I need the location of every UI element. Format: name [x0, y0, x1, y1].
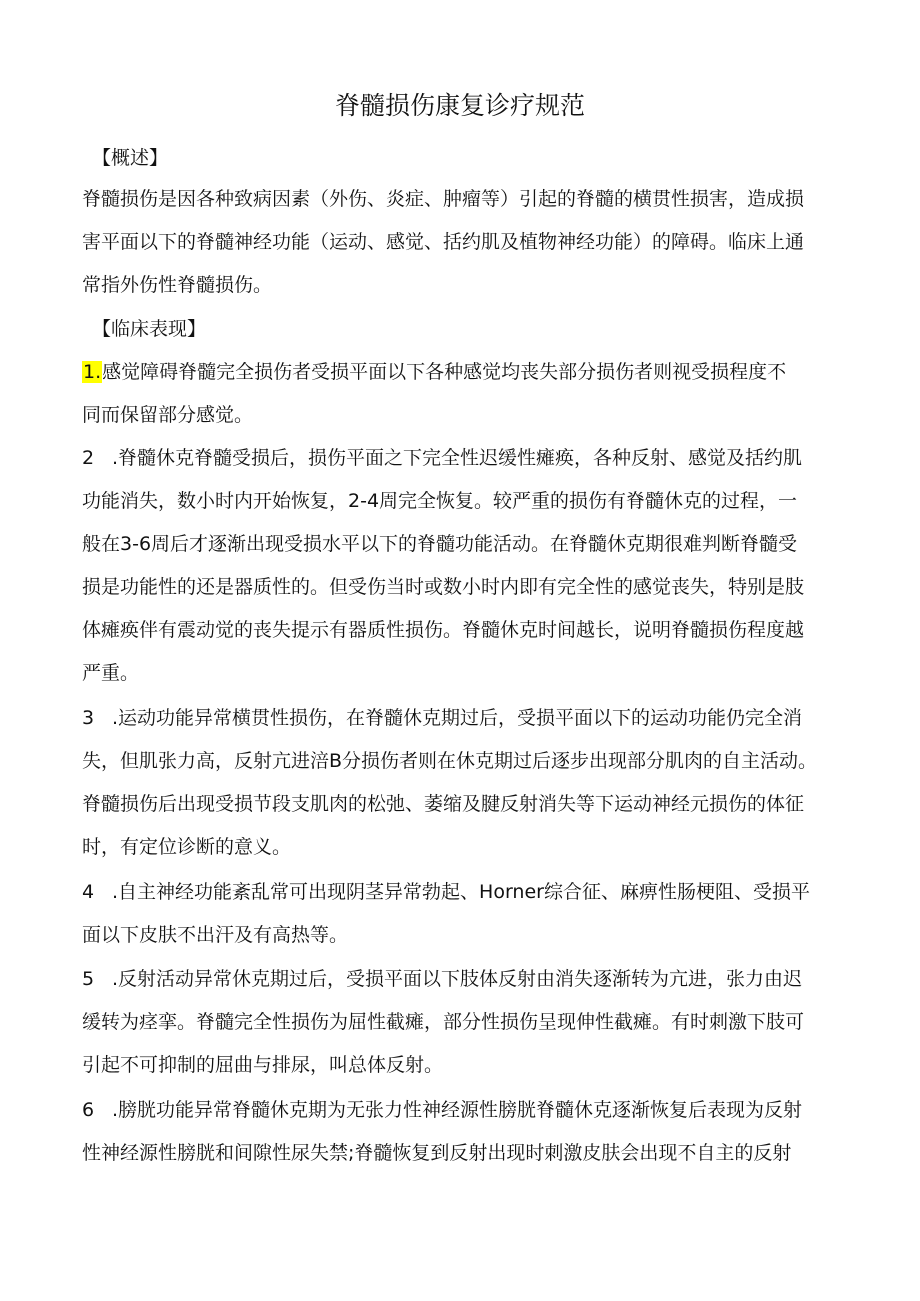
overview-line: 脊髓损伤是因各种致病因素（外伤、炎症、肿瘤等）引起的脊髓的横贯性损害，造成损 — [82, 188, 805, 210]
item-2-line: 般在3-6周后才逐渐出现受损水平以下的脊髓功能活动。在脊髓休克期很难判断脊髓受 — [82, 533, 798, 555]
item-3-number: 3 — [82, 707, 95, 729]
section-heading-overview: 【概述】 — [92, 147, 169, 169]
document-title: 脊髓损伤康复诊疗规范 — [334, 91, 585, 120]
item-4-text: .自主神经功能紊乱常可出现阴茎异常勃起、Horner综合征、麻痹性肠梗阻、受损平 — [112, 881, 810, 903]
item-2-line: 功能消失，数小时内开始恢复，2-4周完全恢复。较严重的损伤有脊髓休克的过程，一 — [82, 490, 798, 512]
overview-line: 害平面以下的脊髓神经功能（运动、感觉、括约肌及植物神经功能）的障碍。临床上通 — [82, 231, 805, 253]
item-5-text: .反射活动异常休克期过后，受损平面以下肢体反射由消失逐渐转为亢进，张力由迟 — [112, 968, 803, 990]
item-6-line — [82, 1095, 802, 1125]
section-heading-clinical: 【临床表现】 — [92, 318, 207, 340]
item-4-line: 面以下皮肤不出汗及有高热等。 — [82, 924, 349, 946]
item-6-text: .膀胱功能异常脊髓休克期为无张力性神经源性膀胱脊髓休克逐渐恢复后表现为反射 — [112, 1099, 803, 1121]
item-2-line — [82, 443, 802, 473]
item-1-line — [82, 357, 786, 387]
item-2-line: 损是功能性的还是器质性的。但受伤当时或数小时内即有完全性的感觉丧失，特别是肢 — [82, 576, 805, 598]
item-3-line: 失，但肌张力高，反射亢进涪B分损伤者则在休克期过后逐步出现部分肌肉的自主活动。 — [82, 750, 818, 772]
item-3-text: .运动功能异常横贯性损伤，在脊髓休克期过后，受损平面以下的运动功能仍完全消 — [112, 707, 803, 729]
item-6-number: 6 — [82, 1099, 95, 1121]
item-2-number: 2 — [82, 447, 95, 469]
item-2-line: 体瘫痪伴有震动觉的丧失提示有器质性损伤。脊髓休克时间越长，说明脊髓损伤程度越 — [82, 619, 805, 641]
item-6-line: 性神经源性膀胱和间隙性尿失禁;脊髓恢复到反射出现时刺激皮肤会出现不自主的反射 — [82, 1142, 792, 1164]
item-5-line: 缓转为痉挛。脊髓完全性损伤为屈性截瘫，部分性损伤呈现伸性截瘫。有时刺激下肢可 — [82, 1011, 805, 1033]
item-1-line: 同而保留部分感觉。 — [82, 404, 254, 426]
item-2-line: 严重。 — [82, 662, 140, 684]
overview-line: 常指外伤性脊髓损伤。 — [82, 274, 273, 296]
item-1-number: 1. — [83, 361, 102, 383]
item-2-text: .脊髓休克脊髓受损后，损伤平面之下完全性迟缓性瘫痪，各种反射、感觉及括约肌 — [112, 447, 803, 469]
item-3-line — [82, 703, 802, 733]
item-5-line: 引起不可抑制的屈曲与排尿，叫总体反射。 — [82, 1054, 444, 1076]
item-3-line: 时，有定位诊断的意义。 — [82, 836, 292, 858]
item-5-number: 5 — [82, 968, 95, 990]
item-3-line: 脊髓损伤后出现受损节段支肌肉的松弛、萎缩及腱反射消失等下运动神经元损伤的体征 — [82, 793, 805, 815]
item-5-line — [82, 964, 802, 994]
item-4-line — [82, 877, 810, 907]
item-1-text: 感觉障碍脊髓完全损伤者受损平面以下各种感觉均丧失部分损伤者则视受损程度不 — [102, 361, 787, 383]
item-4-number: 4 — [82, 881, 95, 903]
